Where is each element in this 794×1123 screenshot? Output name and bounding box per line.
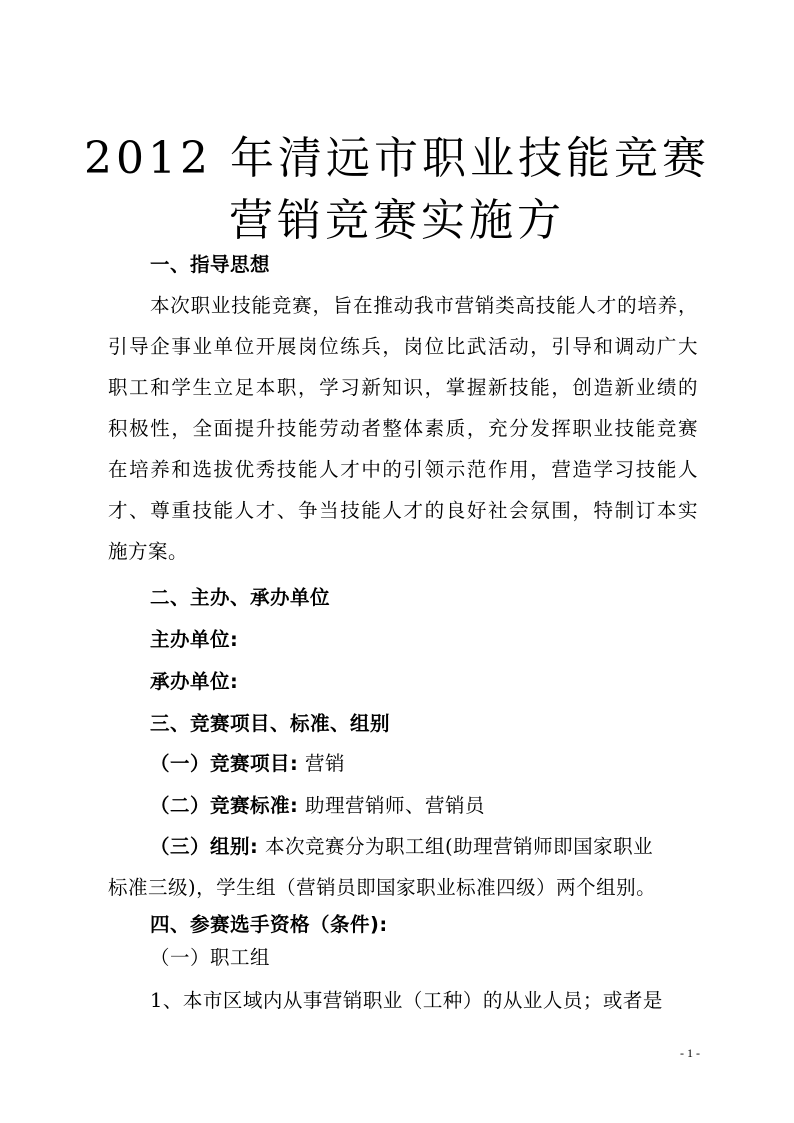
section3-heading: 三、竞赛项目、标准、组别	[150, 712, 391, 735]
subsection-employee-group: （一）职工组	[150, 946, 271, 969]
paragraph-line: 施方案。	[108, 540, 189, 563]
section4-heading: 四、参赛选手资格（条件):	[150, 913, 388, 936]
host-unit-label: 主办单位:	[150, 628, 239, 651]
item1-label: （一）竞赛项目:	[150, 752, 299, 775]
section1-heading: 一、指导思想	[150, 253, 271, 276]
item3-continuation: 标准三级)，学生组（营销员即国家职业标准四级）两个组别。	[108, 876, 657, 899]
item2-row	[150, 790, 740, 818]
document-title-line1: 2012 年清远市职业技能竞赛	[84, 133, 710, 184]
item3-value: 本次竞赛分为职工组(助理营销师即国家职业	[265, 835, 654, 858]
paragraph-line: 本次职业技能竞赛，旨在推动我市营销类高技能人才的培养，	[150, 294, 698, 317]
item1-value: 营销	[305, 752, 346, 775]
item2-value: 助理营销师、营销员	[305, 794, 486, 817]
document-title-line2: 营销竞赛实施方	[229, 195, 565, 246]
section2-heading: 二、主办、承办单位	[150, 586, 331, 609]
page-number: - 1 -	[680, 1046, 700, 1060]
item2-label: （二）竞赛标准:	[150, 794, 299, 817]
item3-label: （三）组别:	[150, 835, 259, 858]
organizer-unit-label: 承办单位:	[150, 670, 239, 693]
paragraph-line: 引导企事业单位开展岗位练兵，岗位比武活动，引导和调动广大	[108, 335, 698, 358]
rule1-line: 1、本市区域内从事营销职业（工种）的从业人员；或者是	[150, 989, 663, 1012]
item3-row	[150, 831, 740, 859]
paragraph-line: 积极性，全面提升技能劳动者整体素质，充分发挥职业技能竞赛	[108, 417, 698, 440]
item1-row	[150, 748, 740, 776]
paragraph-line: 才、尊重技能人才、争当技能人才的良好社会氛围，特制订本实	[108, 499, 698, 522]
paragraph-line: 在培养和选拔优秀技能人才中的引领示范作用，营造学习技能人	[108, 458, 698, 481]
paragraph-line: 职工和学生立足本职，学习新知识，掌握新技能，创造新业绩的	[108, 376, 698, 399]
